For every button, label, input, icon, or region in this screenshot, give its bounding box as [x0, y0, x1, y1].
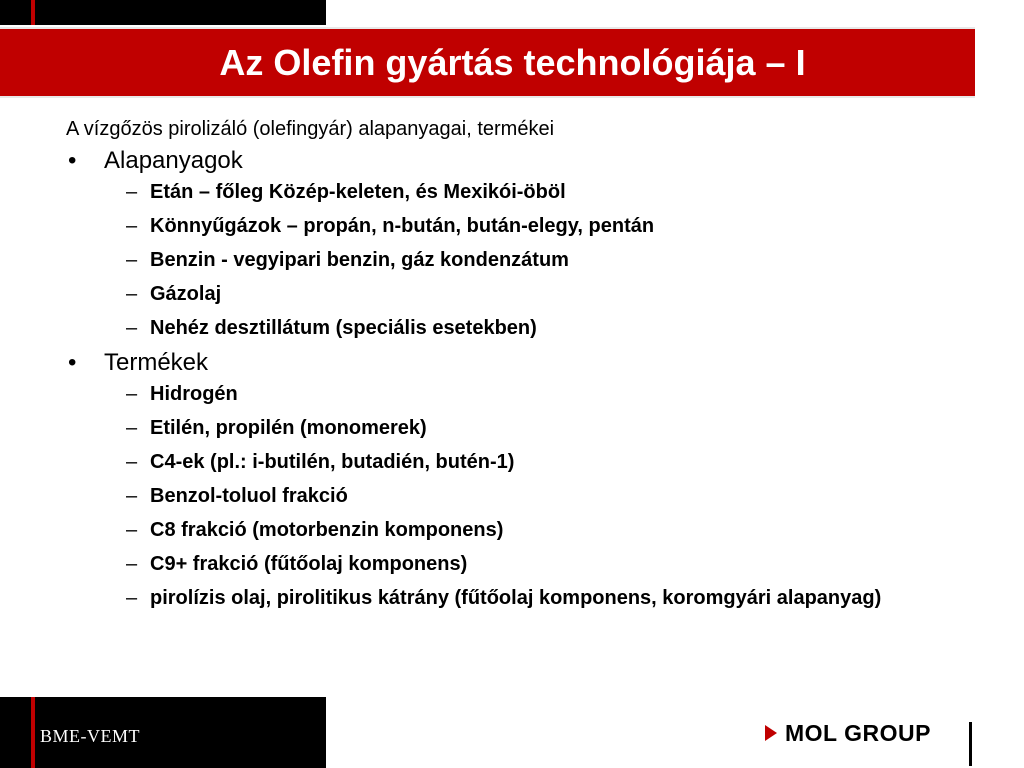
dash-icon: – — [126, 553, 138, 575]
section-termekek — [66, 349, 966, 377]
logo-divider — [969, 722, 972, 766]
dash-icon: – — [126, 181, 138, 203]
list-item — [66, 415, 966, 441]
list-item-text: Könnyűgázok – propán, n-bután, bután-elegy, pentán — [150, 215, 655, 237]
logo-text: MOL GROUP — [785, 719, 931, 746]
list-item — [66, 483, 966, 509]
dash-icon: – — [126, 383, 138, 405]
dash-icon: – — [126, 587, 138, 609]
list-item — [66, 281, 966, 307]
play-arrow-icon — [765, 725, 777, 741]
dash-icon: – — [126, 249, 138, 271]
list-item-text: C4-ek (pl.: i-butilén, butadién, butén-1) — [150, 451, 515, 473]
list-item-text: Nehéz desztillátum (speciális esetekben) — [150, 317, 537, 339]
list-item-text: pirolízis olaj, pirolitikus kátrány (fűtőolaj komponens, koromgyári alapanyag) — [150, 587, 882, 609]
dash-icon: – — [126, 317, 138, 339]
list-item-text: Benzol-toluol frakció — [150, 485, 348, 507]
list-item-text: C9+ frakció (fűtőolaj komponens) — [150, 553, 468, 575]
section-label: Alapanyagok — [104, 147, 243, 174]
list-item — [66, 247, 966, 273]
list-item-text: Benzin - vegyipari benzin, gáz kondenzátum — [150, 249, 569, 271]
footer-org-label: BME-VEMT — [40, 726, 140, 746]
list-item — [66, 213, 966, 239]
dash-icon: – — [126, 519, 138, 541]
list-item — [66, 179, 966, 205]
list-item-text: Etilén, propilén (monomerek) — [150, 417, 427, 439]
bullet-icon: • — [68, 147, 77, 174]
slide-title: Az Olefin gyártás technológiája – I — [219, 41, 806, 83]
list-item — [66, 449, 966, 475]
dash-icon: – — [126, 283, 138, 305]
dash-icon: – — [126, 485, 138, 507]
footer-red-rule — [31, 697, 35, 768]
list-item — [66, 315, 966, 341]
title-bar — [0, 27, 975, 98]
list-item-text: Hidrogén — [150, 383, 238, 405]
list-item-text: C8 frakció (motorbenzin komponens) — [150, 519, 504, 541]
list-item — [66, 585, 966, 611]
list-item — [66, 551, 966, 577]
list-item — [66, 381, 966, 407]
section-alapanyagok — [66, 147, 966, 175]
list-item-text: Gázolaj — [150, 283, 222, 305]
dash-icon: – — [126, 451, 138, 473]
dash-icon: – — [126, 215, 138, 237]
slide-content — [66, 118, 966, 619]
list-item — [66, 517, 966, 543]
top-red-rule — [31, 0, 35, 25]
mol-group-logo — [765, 720, 931, 746]
top-black-band — [0, 0, 326, 25]
section-label: Termékek — [104, 349, 209, 376]
dash-icon: – — [126, 417, 138, 439]
intro-text: A vízgőzös pirolizáló (olefingyár) alapanyagai, termékei — [66, 118, 555, 140]
list-item-text: Etán – főleg Közép-keleten, és Mexikói-öböl — [150, 181, 566, 203]
bullet-icon: • — [68, 349, 77, 376]
